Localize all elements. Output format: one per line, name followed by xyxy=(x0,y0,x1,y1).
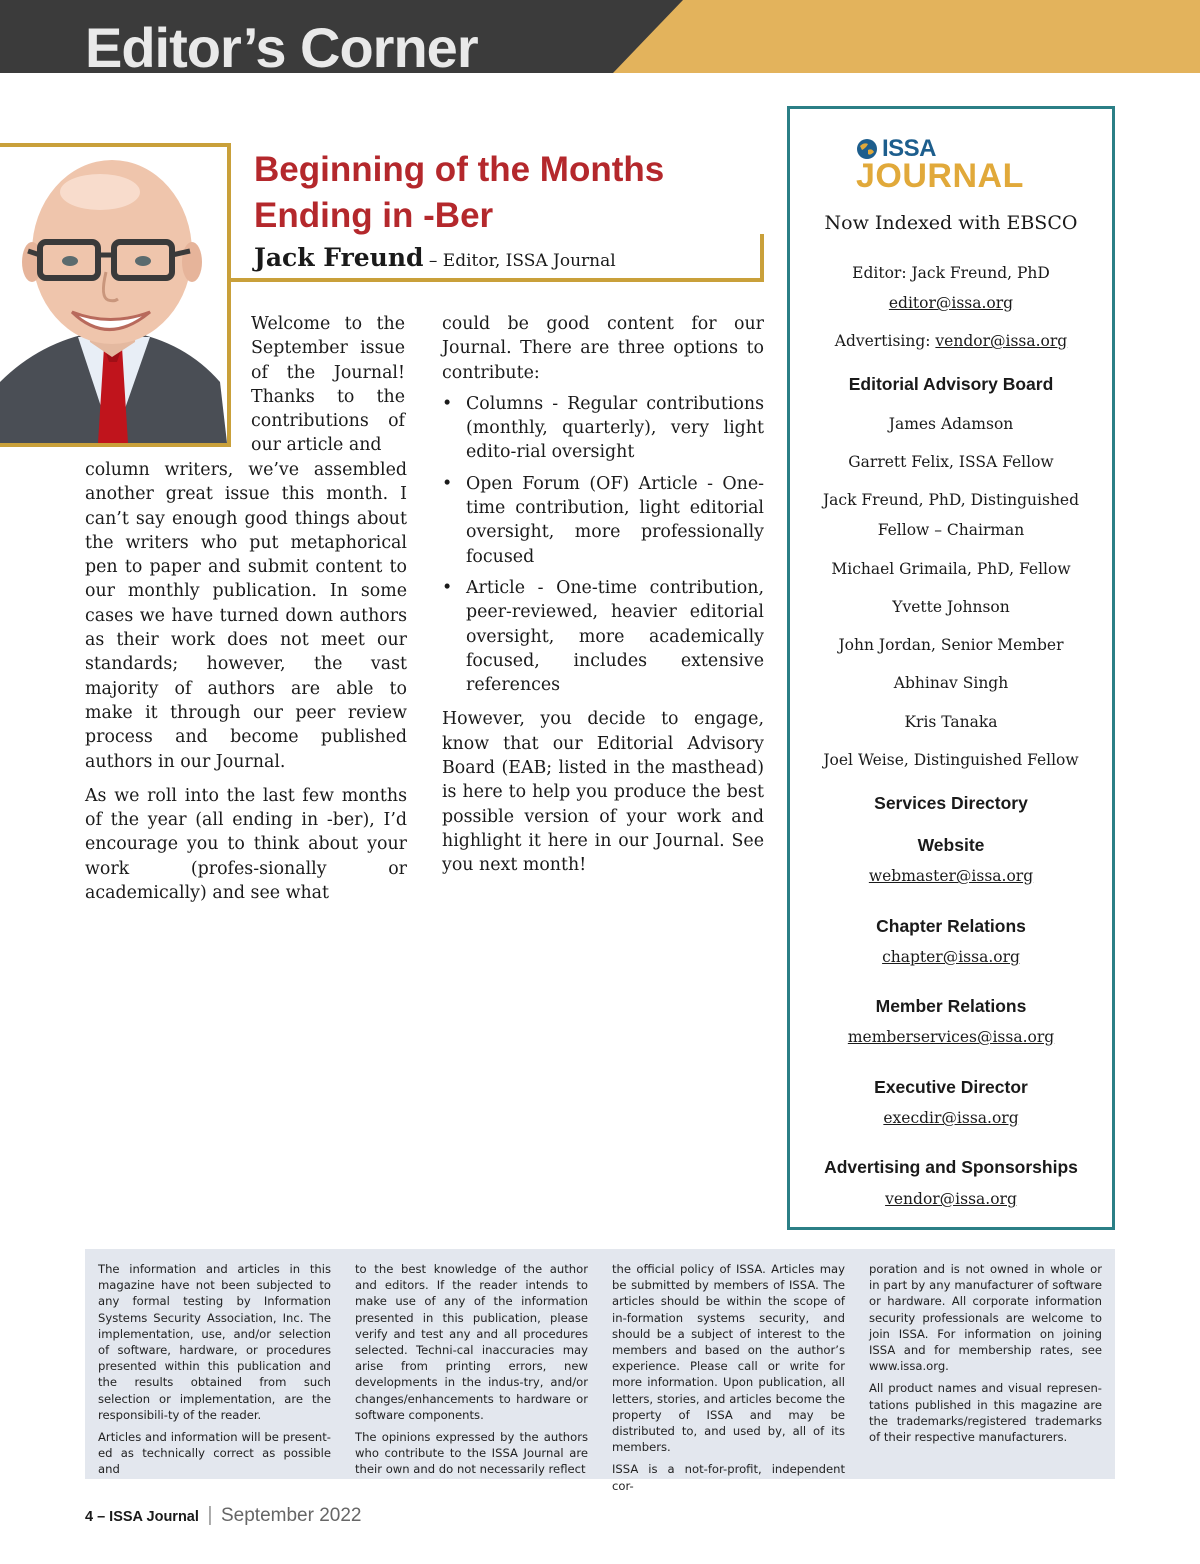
disclaimer-paragraph: All product names and visual represen-tations published in this magazine are the trademarks/registered trademarks of their respective manufacturers. xyxy=(869,1381,1102,1445)
article-title-line: Beginning of the Months xyxy=(254,150,665,189)
column-1-wrap-text xyxy=(251,312,405,468)
article-title xyxy=(254,147,734,239)
author-name: Jack Freund xyxy=(254,243,424,272)
service-email-link[interactable]: memberservices@issa.org xyxy=(847,1028,1055,1046)
advertising-line xyxy=(790,332,1112,350)
service-heading: Chapter Relations xyxy=(876,916,1026,936)
service-heading: Website xyxy=(917,835,985,855)
board-member: Jack Freund, PhD, Distinguished xyxy=(822,491,1080,509)
editor-line: Editor: Jack Freund, PhD xyxy=(852,264,1050,282)
service-email-link[interactable]: chapter@issa.org xyxy=(882,948,1020,966)
paragraph: could be good content for our Journal. There are three options to contribute: xyxy=(442,314,764,383)
author-role: – Editor, ISSA Journal xyxy=(423,251,616,271)
disclaimer-column xyxy=(612,1261,845,1500)
column-2 xyxy=(442,312,764,888)
disclaimer-column xyxy=(869,1261,1102,1451)
disclaimer-paragraph: ISSA is a not-for-profit, independent cor- xyxy=(612,1462,845,1493)
contribution-options-list xyxy=(442,392,764,698)
article-title-line: Ending in -Ber xyxy=(254,196,494,235)
board-heading: Editorial Advisory Board xyxy=(848,374,1054,394)
issue-date: September 2022 xyxy=(221,1505,362,1526)
paragraph: column writers, we’ve assembled another great issue this month. I can’t say enough good things about the writers who put metaphorical pen to paper and submit content to our monthly publication. In some cases we have turned down authors as their work does not meet our standards; however, the vast majority of authors are able to make it through our peer review process and become published authors in our Journal. xyxy=(85,460,407,772)
board-member: Joel Weise, Distinguished Fellow xyxy=(823,751,1079,769)
board-member: Garrett Felix, ISSA Fellow xyxy=(848,453,1054,471)
paragraph: Welcome to the September issue of the Journal! Thanks to the contributions of our article and xyxy=(251,314,405,456)
header-banner xyxy=(0,0,1200,73)
list-item-text: Open Forum (OF) Article - One-time contribution, light editorial oversight, more professionally focused xyxy=(466,473,764,567)
byline xyxy=(254,243,616,272)
board-member: Kris Tanaka xyxy=(904,713,998,731)
service-email-link[interactable]: execdir@issa.org xyxy=(883,1109,1019,1127)
advertising-label: Advertising: xyxy=(834,332,936,350)
logo-journal: JOURNAL xyxy=(856,157,1024,195)
issa-journal-logo xyxy=(856,135,1056,195)
disclaimer-column xyxy=(98,1261,331,1484)
list-item xyxy=(442,576,764,697)
editor-photo xyxy=(0,143,231,447)
disclaimer-paragraph: The opinions expressed by the authors who contribute to the ISSA Journal are their own and do not necessarily reflect xyxy=(355,1430,588,1477)
disclaimer-paragraph: poration and is not owned in whole or in part by any manufacturer of software or hardware. All corporate information security professionals are welcome to join ISSA. For information on joining ISSA and for membership rates, see www.issa.org. xyxy=(869,1262,1102,1374)
page-footer xyxy=(85,1504,362,1527)
column-1 xyxy=(85,458,407,915)
disclaimer-paragraph: the official policy of ISSA. Articles may be submitted by members of ISSA. The articles should be within the scope of in-formation systems security, and should be a subject of interest to the members and based on the author’s experience. Please call or write for more information. Upon publication, all letters, stories, and articles become the property of ISSA and may be distributed to, and used by, all of its members. xyxy=(612,1262,845,1455)
board-member: Fellow – Chairman xyxy=(877,521,1025,539)
board-member: John Jordan, Senior Member xyxy=(838,636,1064,654)
board-member: Abhinav Singh xyxy=(893,674,1009,692)
paragraph: As we roll into the last few months of the year (all ending in -ber), I’d encourage you to think about your work (profes-sionally or academically) and see what xyxy=(85,785,407,904)
indexed-note: Now Indexed with EBSCO xyxy=(824,212,1078,234)
disclaimer-column xyxy=(355,1261,588,1484)
list-item xyxy=(442,392,764,465)
disclaimer-paragraph: Articles and information will be present-ed as technically correct as possible and xyxy=(98,1430,331,1477)
logo-issa: ISSA xyxy=(882,135,937,162)
disclaimer-paragraph: The information and articles in this magazine have not been subjected to any formal testing by Information Systems Security Association, Inc. The implementation, use, and/or selection of software, hardware, or procedures presented within this publication and the results obtained from such selection or implementation, are the responsibili-ty of the reader. xyxy=(98,1262,331,1422)
list-item-text: Columns - Regular contributions (monthly, quarterly), very light edito-rial oversight xyxy=(466,393,764,463)
bullet-icon: • xyxy=(442,473,453,494)
bullet-icon: • xyxy=(442,577,453,598)
board-member: James Adamson xyxy=(888,415,1014,433)
footer-separator: | xyxy=(207,1504,213,1526)
editor-portrait-icon xyxy=(0,147,227,443)
services-heading: Services Directory xyxy=(874,793,1028,813)
board-member: Yvette Johnson xyxy=(892,598,1010,616)
disclaimer-box xyxy=(85,1249,1115,1493)
service-heading: Member Relations xyxy=(875,996,1027,1016)
advertising-email-link[interactable]: vendor@issa.org xyxy=(935,332,1068,350)
page-number: 4 – ISSA Journal xyxy=(85,1509,199,1525)
service-heading: Advertising and Sponsorships xyxy=(824,1157,1078,1177)
paragraph: However, you decide to engage, know that our Editorial Advisory Board (EAB; listed in the masthead) is here to help you produce the best possible version of your work and highlight it here in our Journal. See you next month! xyxy=(442,709,764,876)
disclaimer-paragraph: to the best knowledge of the author and editors. If the reader intends to make use of any of the information presented in this publication, please verify and test any and all procedures selected. Techni-cal inaccuracies may arise from printing errors, new developments in the indus-try, and/or changes/enhancements to hardware or software components. xyxy=(355,1262,588,1422)
masthead-sidebar xyxy=(787,106,1115,1230)
service-email-link[interactable]: webmaster@issa.org xyxy=(868,867,1034,885)
list-item xyxy=(442,472,764,569)
board-member: Michael Grimaila, PhD, Fellow xyxy=(831,560,1071,578)
bullet-icon: • xyxy=(442,393,453,414)
service-email-link[interactable]: vendor@issa.org xyxy=(885,1190,1017,1208)
list-item-text: Article - One-time contribution, peer-reviewed, heavier editorial oversight, more academically focused, includes extensive references xyxy=(466,577,764,696)
section-title: Editor’s Corner xyxy=(85,16,478,73)
service-heading: Executive Director xyxy=(874,1077,1028,1097)
editor-email-link[interactable]: editor@issa.org xyxy=(888,294,1014,312)
